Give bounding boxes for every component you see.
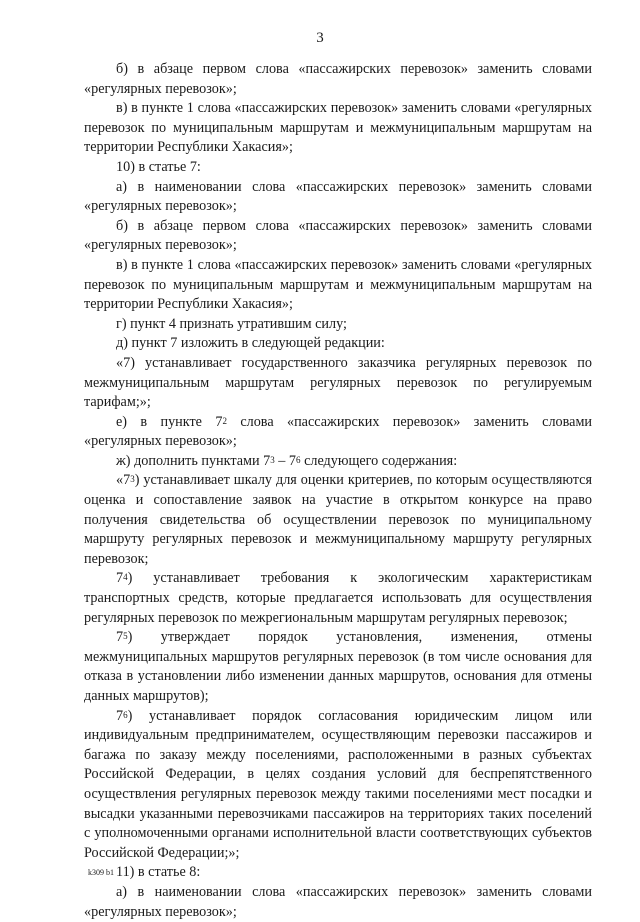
paragraph: в) в пункте 1 слова «пассажирских перевозок» заменить словами «регулярных перевозок по муниципальным маршрутам и межмуниципальным маршрутам на территории Республики Хакасия»; bbox=[84, 100, 592, 156]
footer-code: k309 b1 bbox=[88, 868, 114, 877]
paragraph: а) в наименовании слова «пассажирских перевозок» заменить словами «регулярных перевозок»; bbox=[84, 178, 592, 215]
paragraph: б) в абзаце первом слова «пассажирских перевозок» заменить словами «регулярных перевозок»; bbox=[84, 217, 592, 254]
paragraph: 10) в статье 7: bbox=[116, 158, 201, 175]
paragraph-e: е) в пункте $7^2$ слова «пассажирских перевозок» заменить словами «регулярных перевозок»; bbox=[84, 413, 593, 450]
paragraph: а) в наименовании слова «пассажирских перевозок» заменить словами «регулярных перевозок»; bbox=[84, 883, 592, 920]
page-number: 3 bbox=[316, 30, 324, 46]
paragraph: г) пункт 4 признать утратившим силу; bbox=[116, 315, 347, 332]
paragraph: 11) в статье 8: bbox=[116, 864, 201, 881]
paragraph-7-6: $7^6$) устанавливает порядок согласования юридическим лицом или индивидуальным предпринимателем, осуществляющим перевозки пассажиров и багажа по заказу между поселениями, расположенными в разных субъектах Российской Федерации, в целях создания условий для беспрепятственного осуществления регулярных перевозок между такими поселениями мест посадки и высадки указанными перевозчиками пассажиров на территориях таких поселений с уполномоченными органами исполнительной власти соответствующих субъектов Российской Федерации;»; bbox=[84, 707, 592, 861]
paragraph-zh: ж) дополнить пунктами $7^3 - 7^6$ следующего содержания: bbox=[116, 452, 458, 469]
paragraph: б) в абзаце первом слова «пассажирских перевозок» заменить словами «регулярных перевозок»; bbox=[84, 61, 592, 97]
paragraph-7-4: $7^4$) устанавливает требования к экологическим характеристикам транспортных средств, которые предлагается использовать для осуществления регулярных перевозок по межрегиональным маршрутам регулярных перевозок; bbox=[84, 570, 592, 626]
document-body bbox=[84, 60, 592, 922]
paragraph-7-5: $7^5$) утверждает порядок установления, изменения, отмены межмуниципальных маршрутов регулярных перевозок (в том числе основания для отказа в установлении либо изменении данных маршрутов, основания для отмены данных маршрутов); bbox=[84, 629, 592, 704]
paragraph: д) пункт 7 изложить в следующей редакции: bbox=[116, 335, 385, 352]
paragraph: «7) устанавливает государственного заказчика регулярных перевозок по межмуниципальным маршрутам регулярных перевозок по регулируемым тарифам;»; bbox=[84, 354, 592, 411]
paragraph: в) в пункте 1 слова «пассажирских перевозок» заменить словами «регулярных перевозок по муниципальным маршрутам и межмуниципальным маршрутам на территории Республики Хакасия»; bbox=[84, 256, 592, 313]
paragraph-7-3: «$7^3$) устанавливает шкалу для оценки критериев, по которым осуществляются оценка и сопоставление заявок на участие в открытом конкурсе на право получения свидетельства об осуществлении перевозок по муниципальному маршруту регулярных перевозок и межмуниципальному маршруту регулярных перевозок; bbox=[84, 472, 592, 567]
